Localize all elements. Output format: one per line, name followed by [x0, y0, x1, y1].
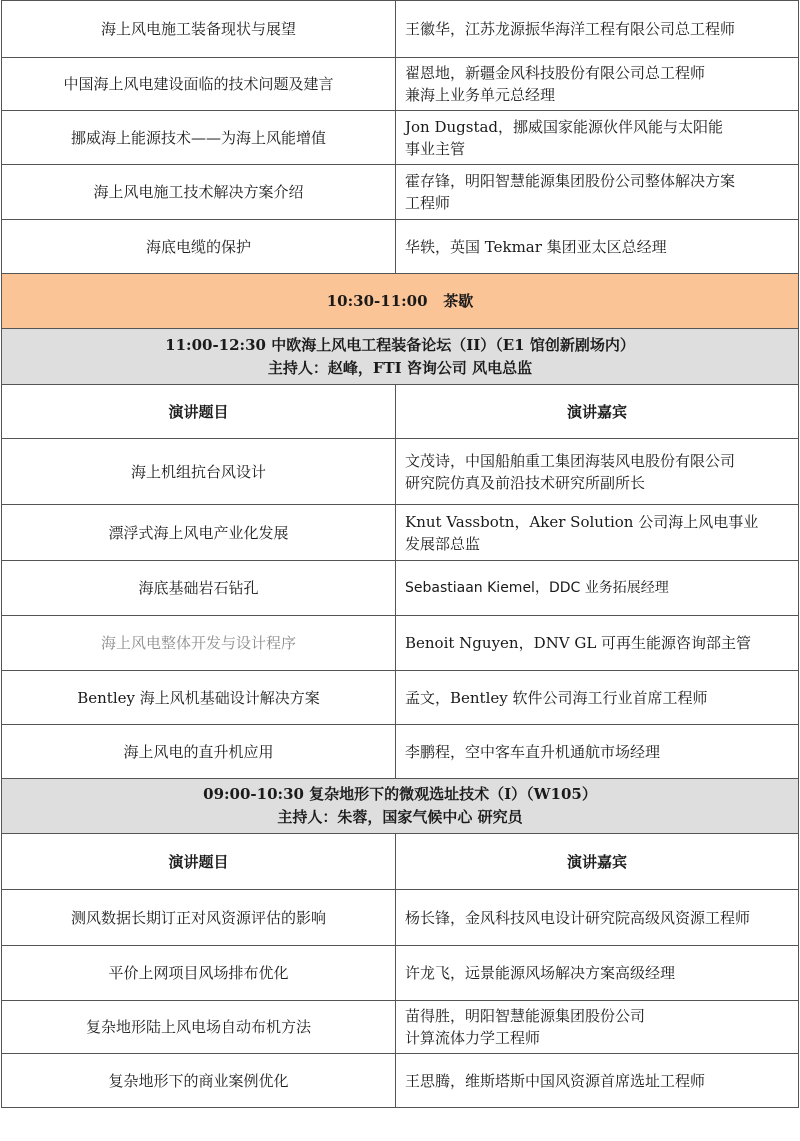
speaker-cell — [396, 671, 799, 725]
speaker-line: 杨长锋，金风科技风电设计研究院高级风资源工程师 — [405, 908, 751, 927]
speaker-cell — [396, 165, 799, 220]
session-host: 主持人：朱蓉，国家气候中心 研究员 — [277, 808, 523, 826]
speaker-line: 华轶，英国 Tekmar 集团亚太区总经理 — [405, 237, 667, 256]
speaker-line: 霍存锋，明阳智慧能源集团股份公司整体解决方案 — [405, 172, 736, 190]
speaker-line: 翟恩地，新疆金风科技股份有限公司总工程师 — [405, 64, 706, 82]
table-row — [2, 616, 799, 671]
session-header-cell — [2, 329, 799, 385]
speaker-line: 研究院仿真及前沿技术研究所副所长 — [405, 473, 646, 492]
session-host: 主持人：赵峰，FTI 咨询公司 风电总监 — [267, 358, 533, 377]
topic-cell: 挪威海上能源技术——为海上风能增值 — [2, 111, 396, 165]
session-title: 11:00-12:30 中欧海上风电工程装备论坛（II）（E1 馆创新剧场内） — [165, 335, 635, 354]
table-row — [2, 1, 799, 58]
speaker-cell — [396, 111, 799, 165]
table-row — [2, 725, 799, 779]
topic-cell: 复杂地形陆上风电场自动布机方法 — [2, 1001, 396, 1054]
topic-cell: Bentley 海上风机基础设计解决方案 — [2, 671, 396, 725]
speaker-line: 事业主管 — [405, 139, 466, 158]
speaker-cell — [396, 725, 799, 779]
speaker-cell — [396, 1054, 799, 1108]
column-header-speaker: 演讲嘉宾 — [396, 385, 799, 439]
table-row — [2, 1054, 799, 1108]
agenda-table — [1, 0, 799, 1108]
speaker-line: 发展部总监 — [405, 534, 481, 553]
speaker-line: 工程师 — [405, 194, 451, 212]
speaker-line: Jon Dugstad，挪威国家能源伙伴风能与太阳能 — [405, 117, 724, 136]
speaker-line: 李鹏程，空中客车直升机通航市场经理 — [405, 742, 661, 761]
topic-cell: 平价上网项目风场排布优化 — [2, 946, 396, 1001]
speaker-cell — [396, 616, 799, 671]
table-row — [2, 1001, 799, 1054]
session-header-cell — [2, 779, 799, 834]
topic-cell: 漂浮式海上风电产业化发展 — [2, 505, 396, 561]
speaker-line: 王徽华，江苏龙源振华海洋工程有限公司总工程师 — [405, 20, 736, 38]
speaker-cell — [396, 439, 799, 505]
speaker-cell — [396, 561, 799, 616]
speaker-line: 王思腾，维斯塔斯中国风资源首席选址工程师 — [405, 1071, 706, 1090]
speaker-line: Benoit Nguyen，DNV GL 可再生能源咨询部主管 — [405, 634, 752, 652]
break-time: 10:30-11:00 — [326, 292, 428, 310]
speaker-cell — [396, 890, 799, 946]
topic-cell: 海上风电施工装备现状与展望 — [2, 1, 396, 58]
speaker-line: Knut Vassbotn，Aker Solution 公司海上风电事业 — [405, 512, 759, 531]
speaker-cell — [396, 505, 799, 561]
session-header-row — [2, 779, 799, 834]
break-row — [2, 274, 799, 329]
topic-cell: 海底基础岩石钻孔 — [2, 561, 396, 616]
topic-cell: 海底电缆的保护 — [2, 220, 396, 274]
break-label: 茶歇 — [443, 292, 474, 310]
topic-cell: 测风数据长期订正对风资源评估的影响 — [2, 890, 396, 946]
speaker-line: 孟文，Bentley 软件公司海工行业首席工程师 — [405, 688, 708, 707]
speaker-line: 兼海上业务单元总经理 — [405, 86, 556, 104]
column-header-row — [2, 385, 799, 439]
table-row — [2, 671, 799, 725]
speaker-cell — [396, 220, 799, 274]
session-header-row — [2, 329, 799, 385]
speaker-line: 苗得胜，明阳智慧能源集团股份公司 — [405, 1007, 646, 1025]
column-header-speaker: 演讲嘉宾 — [396, 834, 799, 890]
topic-cell: 海上机组抗台风设计 — [2, 439, 396, 505]
table-row — [2, 505, 799, 561]
table-row — [2, 220, 799, 274]
session-title: 09:00-10:30 复杂地形下的微观选址技术（I）（W105） — [203, 785, 597, 803]
column-header-row — [2, 834, 799, 890]
topic-cell: 海上风电整体开发与设计程序 — [2, 616, 396, 671]
table-row — [2, 946, 799, 1001]
speaker-line: 计算流体力学工程师 — [405, 1029, 541, 1047]
speaker-cell — [396, 58, 799, 111]
topic-cell: 海上风电施工技术解决方案介绍 — [2, 165, 396, 220]
break-cell — [2, 274, 799, 329]
table-row — [2, 439, 799, 505]
speaker-line: 许龙飞，远景能源风场解决方案高级经理 — [405, 964, 676, 982]
column-header-topic: 演讲题目 — [2, 834, 396, 890]
speaker-cell — [396, 1001, 799, 1054]
speaker-cell — [396, 946, 799, 1001]
topic-cell: 中国海上风电建设面临的技术问题及建言 — [2, 58, 396, 111]
table-row — [2, 58, 799, 111]
speaker-line: 文茂诗，中国船舶重工集团海装风电股份有限公司 — [405, 451, 736, 470]
topic-cell: 海上风电的直升机应用 — [2, 725, 396, 779]
column-header-topic: 演讲题目 — [2, 385, 396, 439]
table-row — [2, 165, 799, 220]
table-row — [2, 890, 799, 946]
table-row — [2, 111, 799, 165]
speaker-cell — [396, 1, 799, 58]
table-row — [2, 561, 799, 616]
topic-cell: 复杂地形下的商业案例优化 — [2, 1054, 396, 1108]
speaker-line: Sebastiaan Kiemel，DDC 业务拓展经理 — [405, 580, 669, 596]
